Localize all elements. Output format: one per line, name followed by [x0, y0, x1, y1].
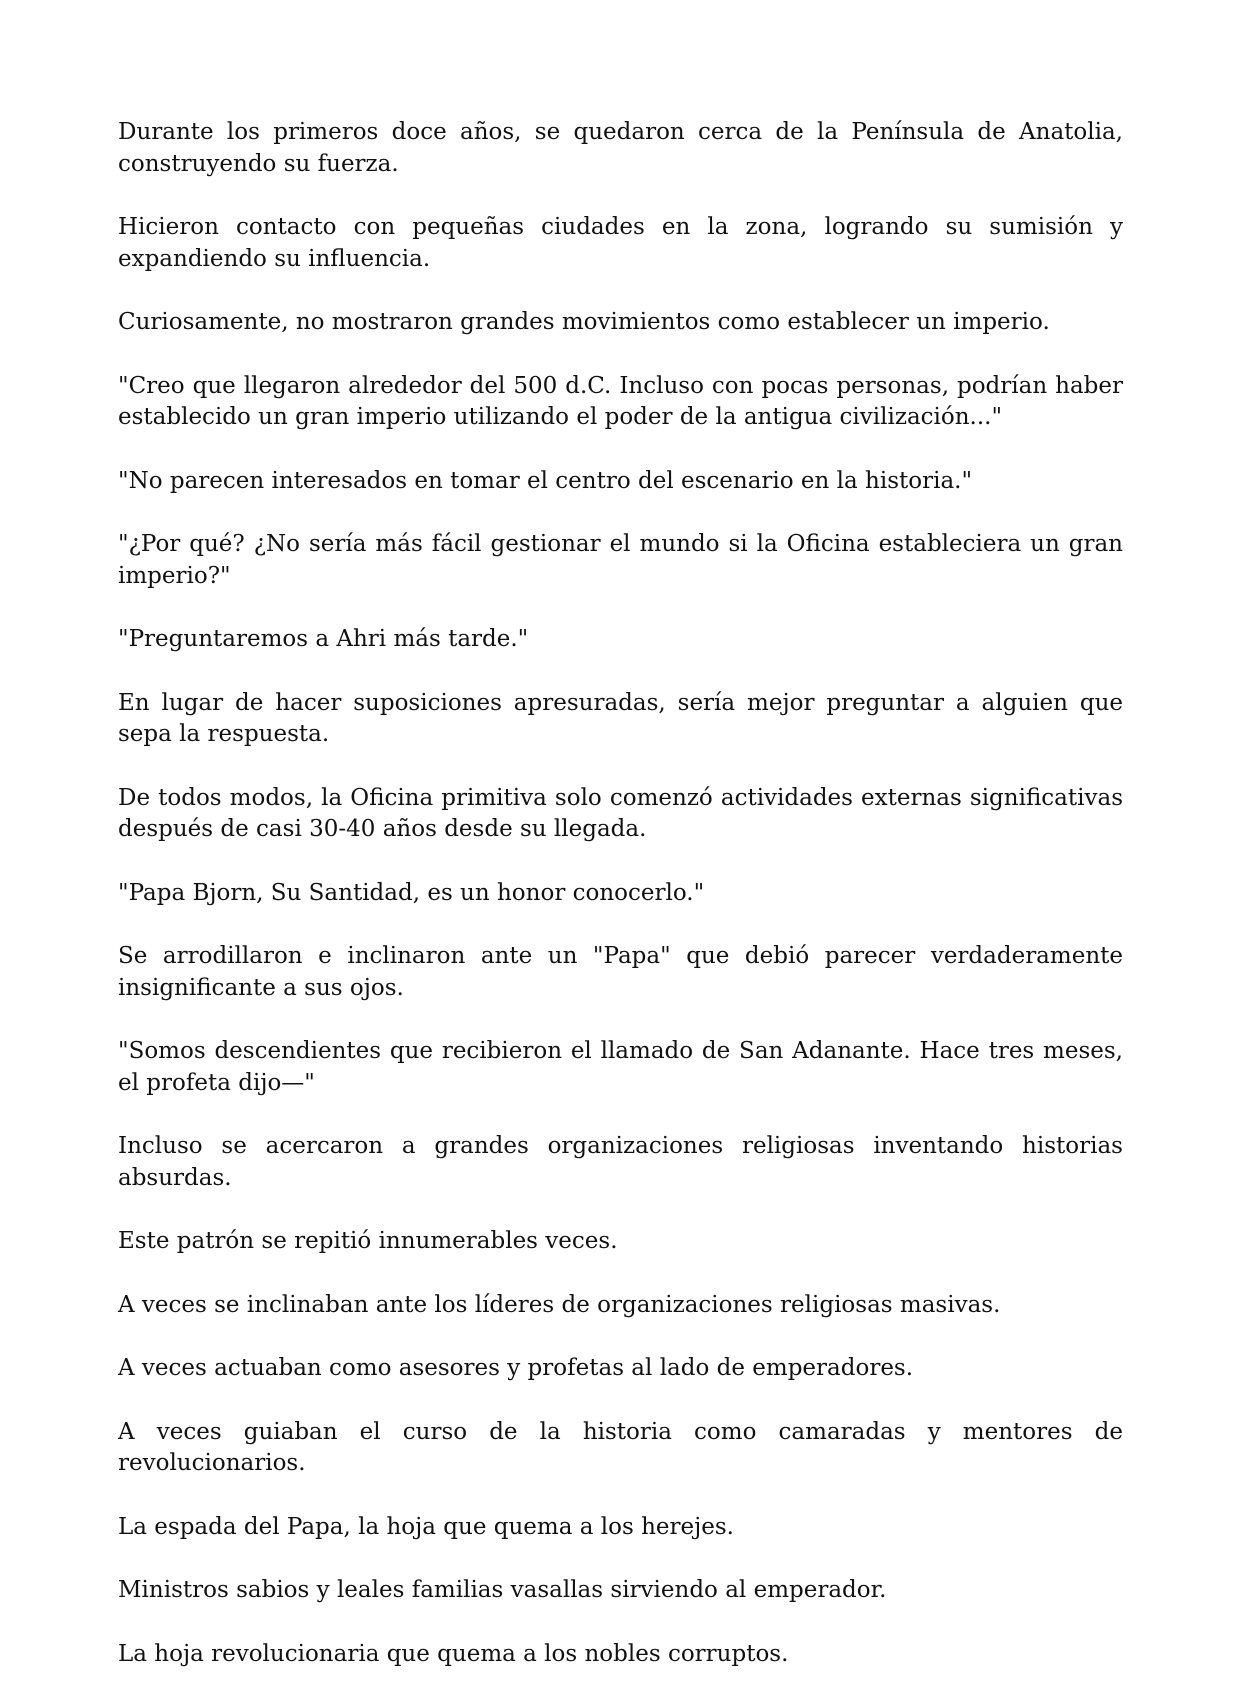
- paragraph: De todos modos, la Oficina primitiva solo comenzó actividades externas significativas después de casi 30-40 años desde su llegada.: [118, 784, 1123, 842]
- paragraph: Durante los primeros doce años, se quedaron cerca de la Península de Anatolia, construyendo su fuerza.: [118, 119, 1123, 177]
- paragraph: La espada del Papa, la hoja que quema a los herejes.: [118, 1513, 734, 1540]
- paragraph: "No parecen interesados en tomar el centro del escenario en la historia.": [118, 467, 973, 494]
- paragraph: A veces se inclinaban ante los líderes de organizaciones religiosas masivas.: [118, 1291, 1001, 1318]
- paragraph: "Somos descendientes que recibieron el llamado de San Adanante. Hace tres meses, el profeta dijo—": [118, 1038, 1123, 1096]
- paragraph: Incluso se acercaron a grandes organizaciones religiosas inventando historias absurdas.: [118, 1133, 1123, 1191]
- paragraph: Curiosamente, no mostraron grandes movimientos como establecer un imperio.: [118, 309, 1050, 335]
- paragraph: "Creo que llegaron alrededor del 500 d.C. Incluso con pocas personas, podrían haber establecido un gran imperio utilizando el poder de la antigua civilización...": [118, 372, 1123, 430]
- paragraph: A veces actuaban como asesores y profetas al lado de emperadores.: [118, 1355, 914, 1381]
- paragraph: "Preguntaremos a Ahri más tarde.": [118, 626, 529, 652]
- paragraph: A veces guiaban el curso de la historia como camaradas y mentores de revolucionarios.: [118, 1418, 1123, 1476]
- paragraph: Este patrón se repitió innumerables veces.: [118, 1228, 618, 1254]
- document-body: [118, 117, 1123, 1702]
- paragraph: "¿Por qué? ¿No sería más fácil gestionar el mundo si la Oficina estableciera un gran imperio?": [118, 531, 1123, 589]
- paragraph: En lugar de hacer suposiciones apresuradas, sería mejor preguntar a alguien que sepa la respuesta.: [118, 689, 1123, 747]
- paragraph: Se arrodillaron e inclinaron ante un "Papa" que debió parecer verdaderamente insignificante a sus ojos.: [118, 943, 1123, 1001]
- paragraph: La hoja revolucionaria que quema a los nobles corruptos.: [118, 1640, 789, 1667]
- paragraph: Hicieron contacto con pequeñas ciudades en la zona, logrando su sumisión y expandiendo su influencia.: [118, 214, 1123, 272]
- paragraph: "Papa Bjorn, Su Santidad, es un honor conocerlo.": [118, 879, 705, 906]
- paragraph: Ministros sabios y leales familias vasallas sirviendo al emperador.: [118, 1577, 887, 1603]
